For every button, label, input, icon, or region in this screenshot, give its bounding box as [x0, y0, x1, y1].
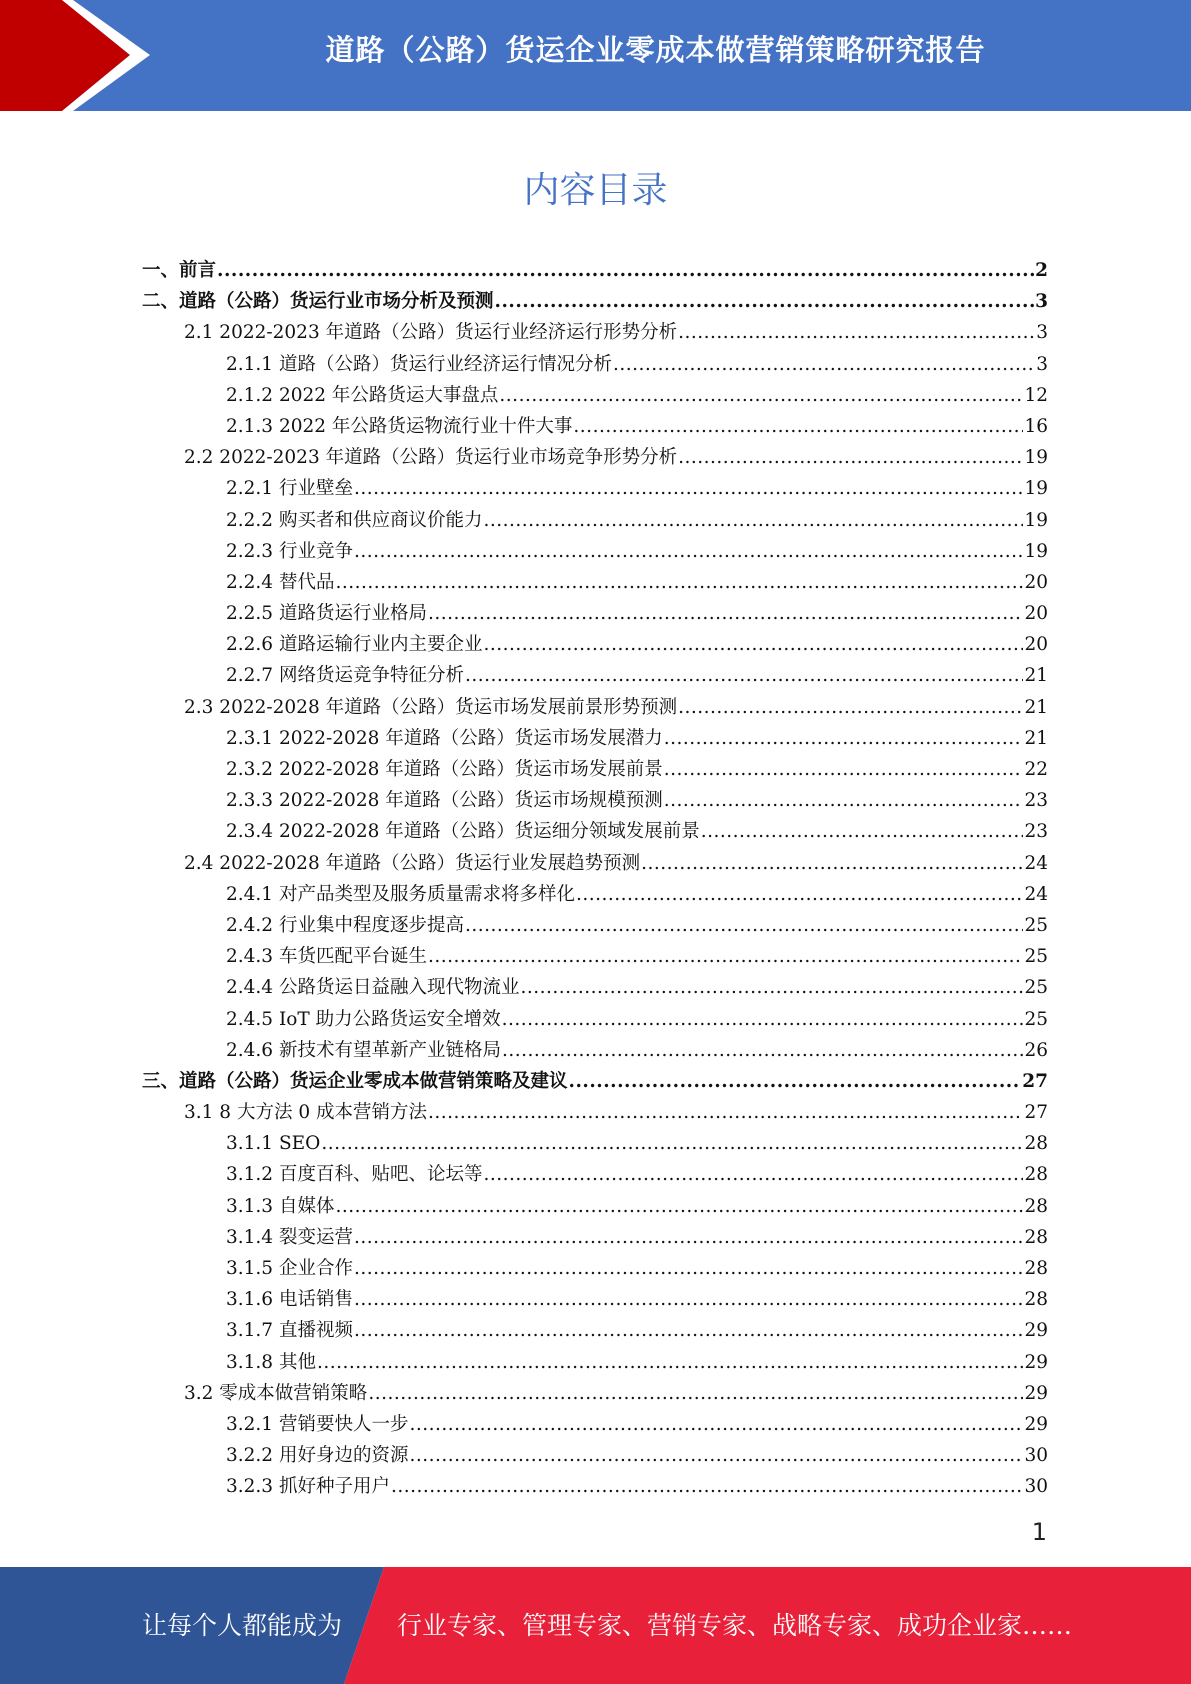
toc-entry-page: 28	[1024, 1226, 1048, 1248]
toc-entry-title: 2.2.2 购买者和供应商议价能力	[226, 509, 483, 531]
toc-entry-page: 23	[1024, 821, 1048, 843]
toc-leader-dots	[664, 785, 1024, 816]
toc-leader-dots	[428, 598, 1023, 629]
toc-entry-title: 3.1.1 SEO	[226, 1133, 321, 1155]
toc-entry[interactable]	[142, 1409, 1048, 1440]
toc-leader-dots	[678, 692, 1023, 723]
toc-entry[interactable]	[142, 754, 1048, 785]
toc-entry-title: 二、道路（公路）货运行业市场分析及预测	[142, 291, 494, 313]
toc-entry-page: 29	[1024, 1351, 1048, 1373]
toc-leader-dots	[317, 1347, 1024, 1378]
toc-entry-page: 28	[1024, 1164, 1048, 1186]
footer-banner	[0, 1567, 1191, 1684]
toc-entry-page: 3	[1036, 353, 1048, 375]
toc-entry[interactable]	[142, 1128, 1048, 1159]
toc-leader-dots	[701, 816, 1024, 847]
toc-entry-page: 25	[1024, 977, 1048, 999]
toc-entry[interactable]	[142, 380, 1048, 411]
toc-entry-page: 19	[1024, 540, 1048, 562]
toc-leader-dots	[576, 879, 1023, 910]
toc-entry[interactable]	[142, 848, 1048, 879]
toc-entry-page: 22	[1024, 759, 1048, 780]
toc-entry-page: 20	[1024, 603, 1048, 625]
toc-entry-title: 一、前言	[142, 260, 217, 281]
toc-leader-dots	[483, 629, 1023, 660]
toc-leader-dots	[368, 1378, 1023, 1409]
toc-leader-dots	[409, 1409, 1023, 1440]
toc-entry-page: 24	[1024, 883, 1048, 905]
toc-entry[interactable]	[142, 442, 1048, 473]
footer-slogan-left: 让每个人都能成为	[142, 1611, 343, 1640]
toc-entry[interactable]	[142, 1097, 1048, 1128]
toc-entry-title: 2.2.3 行业竞争	[226, 540, 353, 562]
toc-entry-page: 25	[1024, 914, 1048, 936]
table-of-contents	[142, 255, 1048, 1503]
toc-entry[interactable]	[142, 910, 1048, 941]
toc-entry[interactable]	[142, 1004, 1048, 1035]
toc-entry-page: 24	[1024, 852, 1048, 874]
toc-entry[interactable]	[142, 317, 1048, 348]
toc-entry-title: 2.4.5 IoT 助力公路货运安全增效	[226, 1008, 501, 1030]
toc-entry-title: 3.1.8 其他	[226, 1351, 316, 1373]
toc-entry-title: 3.2.2 用好身边的资源	[226, 1445, 409, 1467]
toc-entry[interactable]	[142, 1315, 1048, 1346]
toc-leader-dots	[354, 536, 1024, 567]
toc-leader-dots	[502, 1004, 1024, 1035]
toc-leader-dots	[664, 723, 1024, 754]
toc-entry-title: 3.2 零成本做营销策略	[184, 1382, 368, 1404]
toc-entry-title: 2.4.3 车货匹配平台诞生	[226, 946, 427, 968]
toc-entry-title: 2.3.2 2022-2028 年道路（公路）货运市场发展前景	[226, 759, 663, 780]
toc-entry-title: 3.2.1 营销要快人一步	[226, 1413, 409, 1435]
toc-entry-page: 25	[1024, 946, 1048, 968]
toc-entry-page: 29	[1024, 1382, 1048, 1404]
toc-leader-dots	[569, 1066, 1022, 1097]
toc-entry-title: 3.1.7 直播视频	[226, 1320, 353, 1342]
toc-entry-page: 28	[1024, 1133, 1048, 1155]
toc-entry[interactable]	[142, 723, 1048, 754]
toc-entry-page: 27	[1024, 1102, 1048, 1124]
toc-entry-page: 28	[1024, 1258, 1048, 1279]
toc-leader-dots	[354, 473, 1024, 504]
toc-leader-dots	[678, 317, 1035, 348]
toc-leader-dots	[354, 1315, 1024, 1346]
toc-entry[interactable]	[142, 879, 1048, 910]
toc-entry-page: 21	[1024, 665, 1048, 687]
header-title: 道路（公路）货运企业零成本做营销策略研究报告	[325, 33, 986, 67]
page-number: 1	[1031, 1518, 1047, 1546]
toc-entry[interactable]	[142, 1222, 1048, 1253]
toc-entry-title: 2.4.1 对产品类型及服务质量需求将多样化	[226, 883, 575, 905]
toc-entry-page: 30	[1024, 1445, 1048, 1467]
toc-entry[interactable]	[142, 1347, 1048, 1378]
toc-entry-title: 2.2.1 行业壁垒	[226, 478, 353, 500]
toc-entry[interactable]	[142, 536, 1048, 567]
toc-entry-page: 21	[1024, 727, 1048, 749]
toc-entry[interactable]	[142, 629, 1048, 660]
toc-leader-dots	[321, 1128, 1023, 1159]
toc-entry-page: 23	[1024, 790, 1048, 812]
toc-entry-page: 3	[1036, 322, 1048, 344]
toc-entry-title: 3.1.6 电话销售	[226, 1289, 353, 1311]
toc-leader-dots	[391, 1471, 1023, 1502]
toc-leader-dots	[465, 660, 1023, 691]
toc-leader-dots	[465, 910, 1023, 941]
toc-entry-page: 25	[1024, 1008, 1048, 1030]
toc-entry-title: 2.2.4 替代品	[226, 571, 335, 593]
toc-entry-page: 19	[1024, 447, 1048, 469]
toc-entry-title: 2.4.2 行业集中程度逐步提高	[226, 914, 464, 936]
toc-entry-title: 2.2.7 网络货运竞争特征分析	[226, 665, 464, 687]
toc-entry[interactable]	[142, 785, 1048, 816]
toc-entry-title: 3.1.4 裂变运营	[226, 1226, 353, 1248]
toc-entry-title: 3.1.2 百度百科、贴吧、论坛等	[226, 1164, 483, 1186]
toc-entry-title: 2.3.1 2022-2028 年道路（公路）货运市场发展潜力	[226, 727, 663, 749]
toc-entry-title: 2.3.3 2022-2028 年道路（公路）货运市场规模预测	[226, 790, 663, 812]
toc-entry-title: 2.1 2022-2023 年道路（公路）货运行业经济运行形势分析	[184, 322, 678, 344]
toc-entry[interactable]	[142, 1471, 1048, 1502]
toc-leader-dots	[217, 255, 1034, 286]
toc-leader-dots	[354, 1284, 1024, 1315]
toc-entry-page: 20	[1024, 571, 1048, 593]
toc-entry-page: 20	[1024, 634, 1048, 656]
toc-leader-dots	[483, 1159, 1023, 1190]
toc-entry-title: 2.1.1 道路（公路）货运行业经济运行情况分析	[226, 353, 612, 375]
toc-entry-page: 12	[1024, 384, 1048, 406]
toc-leader-dots	[678, 442, 1023, 473]
toc-entry-page: 29	[1024, 1320, 1048, 1342]
toc-entry-title: 2.1.2 2022 年公路货运大事盘点	[226, 384, 499, 406]
toc-entry[interactable]	[142, 567, 1048, 598]
toc-entry-page: 28	[1024, 1289, 1048, 1311]
toc-leader-dots	[335, 567, 1023, 598]
toc-leader-dots	[520, 972, 1023, 1003]
toc-leader-dots	[354, 1222, 1024, 1253]
toc-entry-page: 2	[1035, 260, 1048, 281]
toc-entry-title: 2.4.6 新技术有望革新产业链格局	[226, 1039, 501, 1061]
toc-entry-title: 2.3.4 2022-2028 年道路（公路）货运细分领域发展前景	[226, 821, 700, 843]
report-header	[0, 0, 1191, 111]
toc-entry[interactable]	[142, 1035, 1048, 1066]
toc-leader-dots	[499, 380, 1023, 411]
toc-entry[interactable]	[142, 660, 1048, 691]
toc-entry[interactable]	[142, 1284, 1048, 1315]
toc-entry-title: 2.4.4 公路货运日益融入现代物流业	[226, 977, 520, 999]
toc-entry[interactable]	[142, 692, 1048, 723]
toc-entry-title: 3.2.3 抓好种子用户	[226, 1476, 390, 1498]
toc-entry[interactable]	[142, 505, 1048, 536]
toc-entry-title: 2.3 2022-2028 年道路（公路）货运市场发展前景形势预测	[184, 696, 678, 718]
toc-entry[interactable]	[142, 1253, 1048, 1284]
toc-entry-title: 3.1.5 企业合作	[226, 1258, 353, 1279]
toc-leader-dots	[664, 754, 1024, 785]
toc-entry-page: 30	[1024, 1476, 1048, 1498]
toc-entry[interactable]	[142, 286, 1048, 317]
toc-entry-page: 28	[1024, 1195, 1048, 1217]
toc-entry[interactable]	[142, 1378, 1048, 1409]
toc-entry-page: 16	[1024, 415, 1048, 437]
toc-leader-dots	[335, 1191, 1023, 1222]
toc-entry-title: 2.2.6 道路运输行业内主要企业	[226, 634, 483, 656]
toc-entry[interactable]	[142, 1440, 1048, 1471]
toc-entry[interactable]	[142, 816, 1048, 847]
toc-entry-page: 3	[1035, 291, 1048, 313]
toc-leader-dots	[641, 848, 1023, 879]
toc-leader-dots	[483, 505, 1023, 536]
toc-entry[interactable]	[142, 1066, 1048, 1097]
toc-entry-title: 2.4 2022-2028 年道路（公路）货运行业发展趋势预测	[184, 852, 641, 874]
toc-entry-page: 29	[1024, 1413, 1048, 1435]
toc-entry-page: 19	[1024, 478, 1048, 500]
toc-leader-dots	[409, 1440, 1023, 1471]
toc-entry-title: 2.1.3 2022 年公路货运物流行业十件大事	[226, 415, 573, 437]
toc-entry-page: 19	[1024, 509, 1048, 531]
toc-entry-title: 三、道路（公路）货运企业零成本做营销策略及建议	[142, 1070, 568, 1092]
toc-leader-dots	[354, 1253, 1024, 1284]
toc-entry[interactable]	[142, 411, 1048, 442]
toc-entry[interactable]	[142, 255, 1048, 286]
toc-entry[interactable]	[142, 1159, 1048, 1190]
toc-entry[interactable]	[142, 941, 1048, 972]
toc-leader-dots	[613, 349, 1035, 380]
toc-leader-dots	[502, 1035, 1023, 1066]
toc-entry[interactable]	[142, 598, 1048, 629]
footer-slogan-right: 行业专家、管理专家、营销专家、战略专家、成功企业家……	[397, 1611, 1073, 1640]
toc-leader-dots	[495, 286, 1035, 317]
toc-entry-title: 2.2.5 道路货运行业格局	[226, 603, 427, 625]
toc-entry-page: 27	[1022, 1070, 1048, 1092]
toc-entry[interactable]	[142, 1191, 1048, 1222]
toc-entry[interactable]	[142, 473, 1048, 504]
toc-title: 内容目录	[523, 170, 668, 211]
toc-entry[interactable]	[142, 972, 1048, 1003]
toc-entry[interactable]	[142, 349, 1048, 380]
toc-entry-page: 26	[1024, 1039, 1048, 1061]
toc-leader-dots	[428, 1097, 1023, 1128]
toc-leader-dots	[428, 941, 1023, 972]
toc-entry-title: 3.1.3 自媒体	[226, 1195, 335, 1217]
toc-entry-page: 21	[1024, 696, 1048, 718]
toc-entry-title: 3.1 8 大方法 0 成本营销方法	[184, 1102, 427, 1124]
toc-leader-dots	[573, 411, 1023, 442]
toc-entry-title: 2.2 2022-2023 年道路（公路）货运行业市场竞争形势分析	[184, 447, 678, 469]
